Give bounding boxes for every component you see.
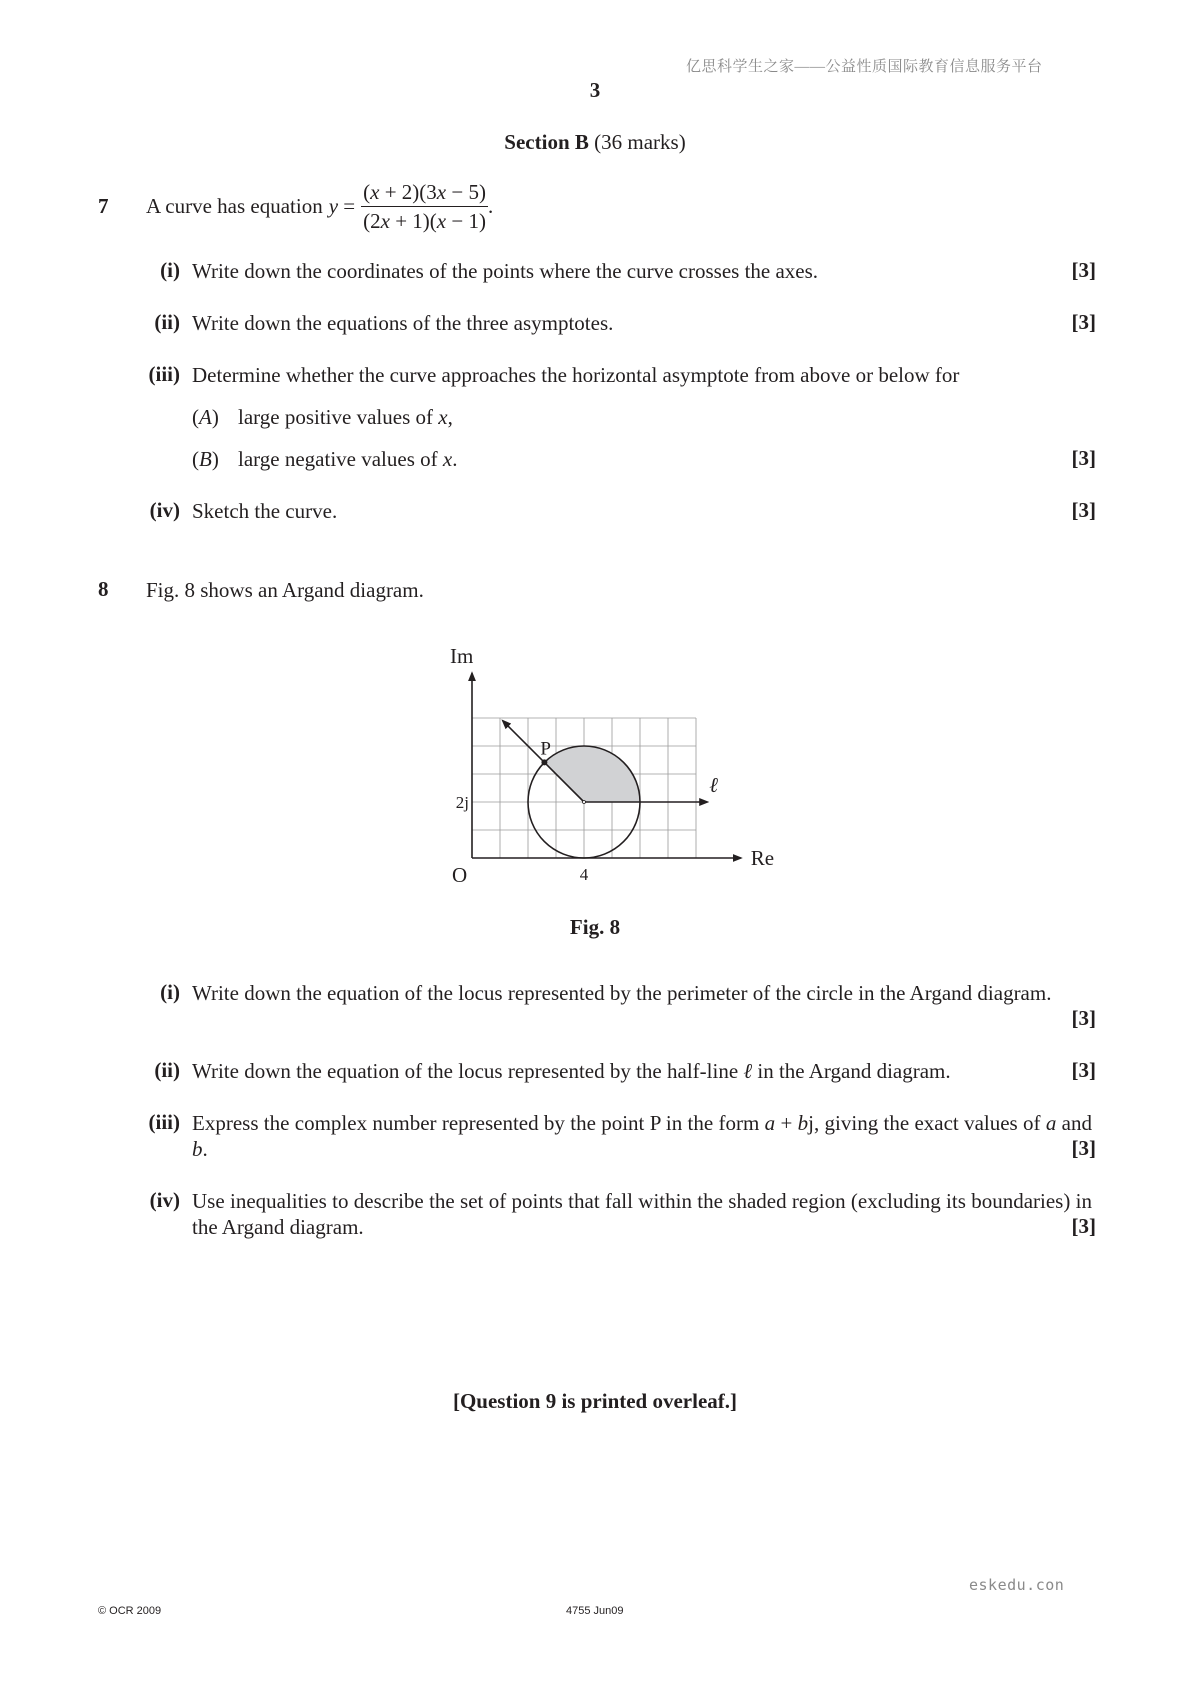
q7-part-marks: [3] [1071,498,1096,522]
footer-copyright: © OCR 2009 [98,1605,162,1617]
q8-part-text: Express the complex number represented by the point P in the form a + bj, giving the exact values of a and b. [192,1111,1092,1161]
origin-label: O [452,863,468,887]
q7-part-marks: [3] [1071,258,1096,282]
question-7-stem: A curve has equation y = $\frac{(x + 2)(3x - 5)}{(2x + 1)(x - 1)}$ . [146,179,494,233]
fraction-numerator: (x + 2)(3x − 5) [361,178,488,207]
overleaf-note: [Question 9 is printed overleaf.] [452,1389,738,1413]
q8-part-label: (iii) [148,1110,180,1134]
watermark-header: 亿思科学生之家——公益性质国际教育信息服务平台 [686,59,1043,75]
q7-part-marks: [3] [1071,446,1096,470]
q7-part-text: Write down the equations of the three asymptotes. [192,311,614,335]
question-8-number: 8 [98,577,109,601]
q7-part-label: (iv) [149,498,180,522]
q8-part-label: (i) [160,980,180,1004]
q7-part-text: Determine whether the curve approaches the horizontal asymptote from above or below for [192,363,960,387]
q8-part-label: (ii) [154,1058,180,1082]
q8-part-marks: [3] [1071,1006,1096,1030]
argand-diagram [440,630,800,900]
q7-part-label: (i) [160,258,180,282]
q7-subpart: (B) large negative values of x. [192,447,458,471]
re-label: Re [750,846,775,870]
section-title: Section B [504,130,589,154]
q7-part-text: Write down the coordinates of the points where the curve crosses the axes. [192,259,819,283]
q7-part-marks: [3] [1071,310,1096,334]
page-number: 3 [589,78,601,102]
q8-part-marks: [3] [1071,1136,1096,1160]
y-tick-label: 2j [455,793,469,812]
q8-part-label: (iv) [149,1188,180,1212]
x-tick-label: 4 [579,865,589,884]
watermark-footer: eskedu.con [969,1576,1065,1594]
q7-part-label: (iii) [148,362,180,386]
section-heading [0,130,1190,155]
half-line-label: ℓ [709,773,718,797]
q7-subpart: (A) large positive values of x, [192,405,453,429]
q8-part-text: Write down the equation of the locus represented by the half-line ℓ in the Argand diagram. [192,1059,951,1083]
question-8-intro: Fig. 8 shows an Argand diagram. [146,578,424,602]
footer-code: 4755 Jun09 [566,1605,624,1617]
question-7-y: y = [328,194,356,218]
figure-caption: Fig. 8 [569,915,621,939]
q7-part-text: Sketch the curve. [192,499,338,523]
section-marks: (36 marks) [594,130,686,154]
question-7-number: 7 [98,194,109,218]
q8-part-marks: [3] [1071,1214,1096,1238]
point-p [541,759,547,765]
question-7-fraction [361,178,488,235]
point-p-label: P [540,738,551,760]
shaded-region [544,746,640,802]
q8-part-text: Write down the equation of the locus represented by the perimeter of the circle in the Argand diagram. [192,981,1052,1005]
im-label: Im [450,644,474,669]
q8-part-text: Use inequalities to describe the set of points that fall within the shaded region (excluding its boundaries) in the Argand diagram. [192,1189,1092,1239]
fraction-denominator: (2x + 1)(x − 1) [363,208,486,233]
question-7-intro: A curve has equation [146,194,323,218]
centre-point [583,801,586,804]
q8-part-marks: [3] [1071,1058,1096,1082]
q7-part-label: (ii) [154,310,180,334]
